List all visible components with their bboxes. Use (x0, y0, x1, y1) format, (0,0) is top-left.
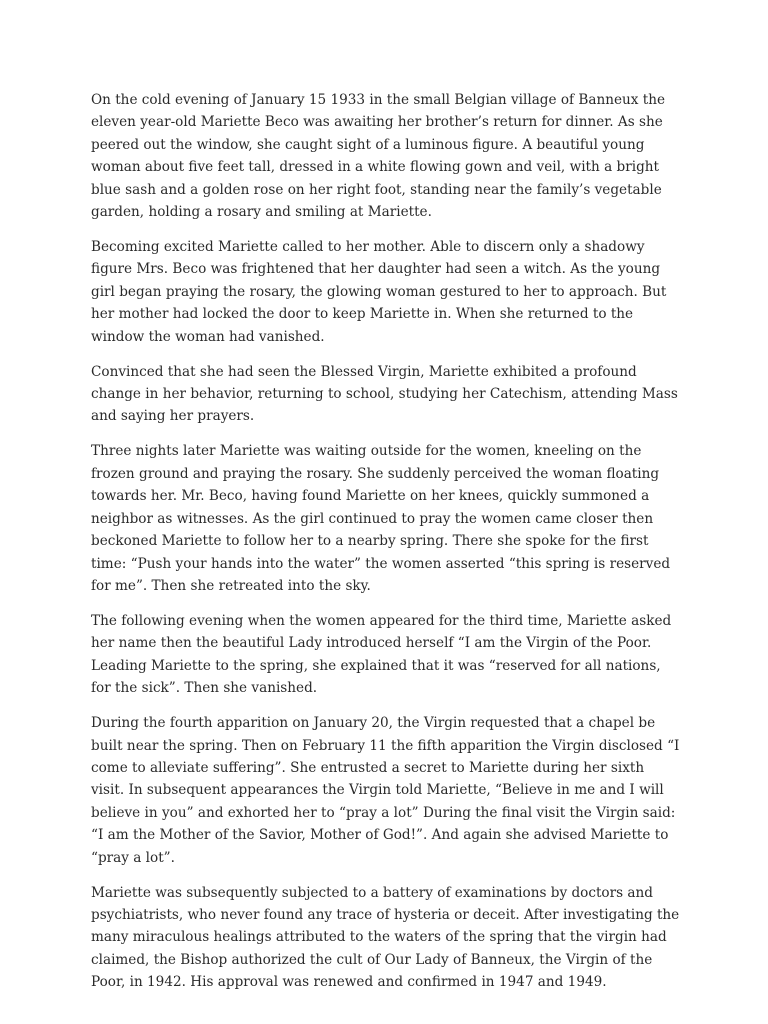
paragraph-6: During the fourth apparition on January 20, the Virgin requested that a chapel be built near the spring. Then on February 11 the fifth apparition the Virgin disclosed “I come to alleviate suffering”. She entrusted a secret to Mariette during her sixth visit. In subsequent appearances the Virgin told Mariette, “Believe in me and I will believe in you” and exhorted her to “pray a lot” During the final visit the Virgin said: “I am the Mother of the Savior, Mother of God!”. And again she advised Mariette to “pray a lot”. (91, 715, 680, 866)
paragraph-5: The following evening when the women appeared for the third time, Mariette asked her name then the beautiful Lady introduced herself “I am the Virgin of the Poor. Leading Mariette to the spring, she explained that it was “reserved for all nations, for the sick”. Then she vanished. (91, 612, 672, 697)
paragraph-1: On the cold evening of January 15 1933 in the small Belgian village of Banneux the eleven year-old Mariette Beco was awaiting her brother’s return for dinner. As she peered out the window, she caught sight of a luminous figure. A beautiful young woman about five feet tall, dressed in a white flowing gown and veil, with a bright blue sash and a golden rose on her right foot, standing near the family’s vegetable garden, holding a rosary and smiling at Mariette. (91, 92, 666, 221)
paragraph-7: Mariette was subsequently subjected to a battery of examinations by doctors and psychiatrists, who never found any trace of hysteria or deceit. After investigating the many miraculous healings attributed to the waters of the spring that the virgin had claimed, the Bishop authorized the cult of Our Lady of Banneux, the Virgin of the Poor, in 1942. His approval was renewed and confirmed in 1947 and 1949. (91, 884, 680, 991)
paragraph-3: Convinced that she had seen the Blessed Virgin, Mariette exhibited a profound change in her behavior, returning to school, studying her Catechism, attending Mass and saying her prayers. (91, 363, 678, 425)
paragraph-4: Three nights later Mariette was waiting outside for the women, kneeling on the frozen ground and praying the rosary. She suddenly perceived the woman floating towards her. Mr. Beco, having found Mariette on her knees, quickly summoned a neighbor as witnesses. As the girl continued to pray the women came closer then beckoned Mariette to follow her to a nearby spring. There she spoke for the first time: “Push your hands into the water” the women asserted “this spring is reserved for me”. Then she retreated into the sky. (91, 443, 671, 594)
document-body (91, 89, 681, 1006)
paragraph-2: Becoming excited Mariette called to her mother. Able to discern only a shadowy figure Mrs. Beco was frightened that her daughter had seen a witch. As the young girl began praying the rosary, the glowing woman gestured to her to approach. But her mother had locked the door to keep Mariette in. When she returned to the window the woman had vanished. (91, 239, 667, 345)
